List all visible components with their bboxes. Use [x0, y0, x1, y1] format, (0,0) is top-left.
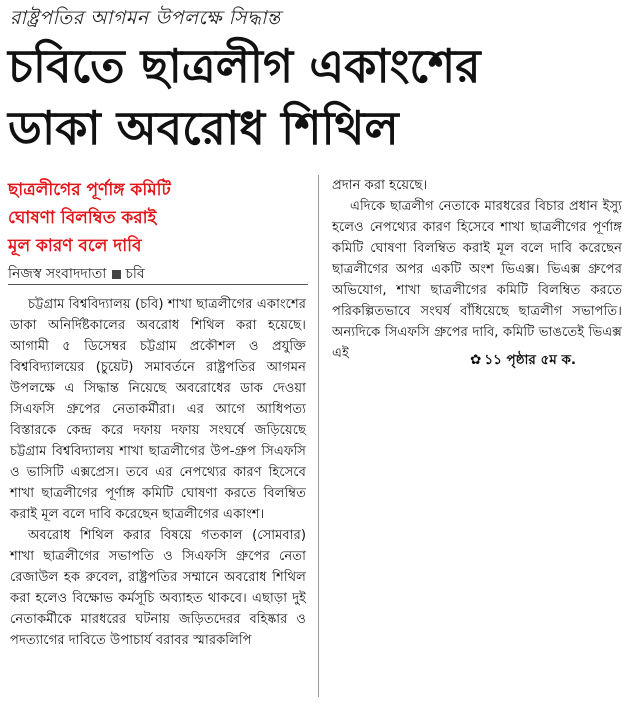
- body-column-left: [10, 294, 306, 651]
- body-paragraph: প্রদান করা হয়েছে।: [332, 178, 428, 193]
- subheadline-line-3: মূল কারণ বলে দাবি: [8, 236, 142, 256]
- kicker: রাষ্ট্রপতির আগমন উপলক্ষে সিদ্ধান্ত: [10, 7, 281, 29]
- body-paragraph: অবরোধ শিথিল করার বিষয়ে গতকাল (সোমবার) শাখা ছাত্রলীগের সভাপতি ও সিএফসি গ্রুপের নেতা রেজাউল হক রুবেল, রাষ্ট্রপতির সম্মানে অবরোধ শিথিল করা হলেও বিক্ষোভ কর্মসূচি অব্যাহত থাকবে। এছাড়া দুই নেতাকর্মীকে মারধরের ঘটনায় জড়িতদেরর বহিষ্কার ও পদত্যাগের দাবিতে উপাচার্য বরাবর স্মারকলিপি: [10, 528, 306, 648]
- flower-bullet-icon: ✿: [470, 352, 482, 368]
- body-column-right: [332, 175, 622, 364]
- subheadline-line-2: ঘোষণা বিলম্বিত করাই: [8, 208, 157, 228]
- body-paragraph: এদিকে ছাত্রলীগ নেতাকে মারধরের বিচার প্রধান ইস্যু হলেও নেপথ্যের কারণ হিসেবে শাখা ছাত্রলীগের পূর্ণাঙ্গ কমিটি ঘোষণা বিলম্বিত করাই মূল বলে দাবি করেছেন ছাত্রলীগের অপর একটি অংশ ভিএক্স। ভিএক্স গ্রুপের অভিযোগ, শাখা ছাত্রলীগের কমিটি বিলম্বিত করতে পরিকল্পিতভাবে সংঘর্ষ বাঁধিয়েছে ছাত্রলীগ সভাপতি। অন্যদিকে সিএফসি গ্রুপের দাবি, কমিটি ভাঙতেই ভিএক্স এই: [332, 199, 622, 361]
- byline-place: চবি: [125, 266, 145, 282]
- subheadline-line-1: ছাত্রলীগের পূর্ণাঙ্গ কমিটি: [8, 180, 171, 200]
- byline-rule: [8, 284, 308, 285]
- byline-reporter: নিজস্ব সংবাদদাতা: [8, 266, 107, 282]
- headline-line-2: ডাকা অবরোধ শিথিল: [8, 101, 399, 155]
- column-divider: [318, 175, 319, 697]
- continuation-text: ১১ পৃষ্ঠার ৫ম ক.: [484, 352, 577, 368]
- square-bullet-icon: [112, 270, 121, 279]
- body-paragraph: চট্টগ্রাম বিশ্ববিদ্যালয় (চবি) শাখা ছাত্রলীগের একাংশের ডাকা অনির্দিষ্টকালের অবরোধ শিথিল করা হয়েছে। আগামী ৫ ডিসেম্বর চট্টগ্রাম প্রকৌশল ও প্রযুক্তি বিশ্ববিদ্যালয়ের (চুয়েট) সমাবর্তনে রাষ্ট্রপতির আগমন উপলক্ষে এ সিদ্ধান্ত নিয়েছে অবরোধের ডাক দেওয়া সিএফসি গ্রুপের নেতাকর্মীরা। এর আগে আধিপত্য বিস্তারকে কেন্দ্র করে দফায় দফায় সংঘর্ষে জড়িয়েছে চট্টগ্রাম বিশ্ববিদ্যালয় শাখা ছাত্রলীগের উপ-গ্রুপ সিএফসি ও ভাসিটি এক্সপ্রেস। তবে এর নেপথ্যের কারণ হিসেবে শাখা ছাত্রলীগের পূর্ণাঙ্গ কমিটি ঘোষণা করতে বিলম্বিত করাই মূল বলে দাবি করেছেন ছাত্রলীগের একাংশ।: [10, 297, 306, 522]
- headline-line-1: চবিতে ছাত্রলীগ একাংশের: [8, 39, 481, 93]
- continuation-note: [470, 349, 576, 372]
- byline: [8, 262, 145, 286]
